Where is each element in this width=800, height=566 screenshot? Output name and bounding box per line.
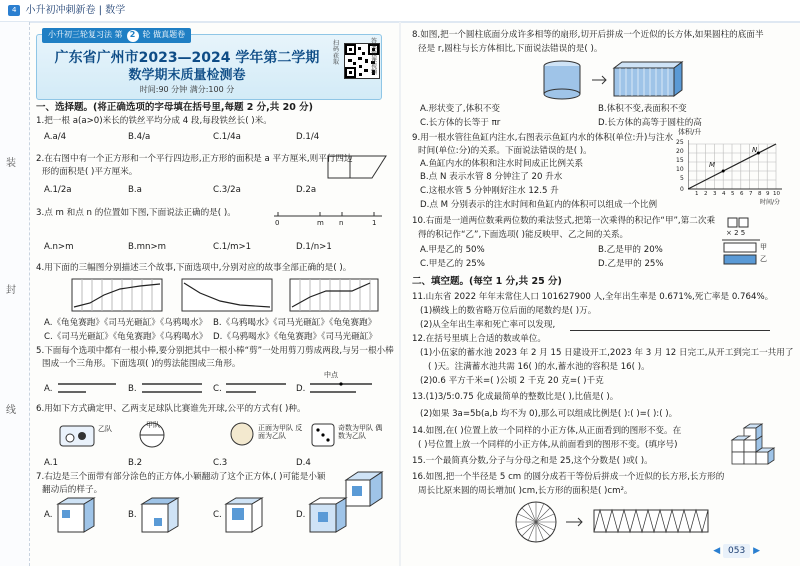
circle-to-rectangle-figure <box>514 500 714 544</box>
team-a-label: 甲队 <box>146 421 160 429</box>
question-9-line1: 9.用一根水管往鱼缸内注水,右图表示鱼缸内水的体积(单位:升)与注水 <box>412 133 674 143</box>
q7-option-b: B. <box>128 510 137 520</box>
q5-option-b: B. <box>128 384 137 394</box>
axis-label-1: 1 <box>372 219 377 227</box>
question-4: 4.用下面的三幅图分别描述三个故事,下面选项中,分别对应的故事全部正确的是( )。 <box>36 263 352 273</box>
x-tick-10: 10 <box>773 191 780 197</box>
series-title: 小升初冲刺新卷 | 数学 <box>25 5 126 16</box>
exam-title-banner <box>36 34 382 100</box>
q9-option-a: A.鱼缸内水的体积和注水时间成正比例关系 <box>420 159 584 169</box>
graph-ylabel: 体积/升 <box>678 128 702 136</box>
q5-option-a: A. <box>44 384 53 394</box>
x-tick-7: 7 <box>749 191 753 197</box>
axis-label-n: n <box>339 219 344 227</box>
question-10-line2: 得的积记作“乙”,下面选项( )能反映甲、乙之间的关系。 <box>418 230 629 240</box>
q8-option-a: A.形状变了,体积不变 <box>420 104 500 114</box>
answer-line[interactable] <box>570 330 770 331</box>
q1-option-d: D.1/4 <box>296 132 320 142</box>
q6-option-c: C.3 <box>213 458 228 468</box>
q2-option-c: C.3/2a <box>213 185 241 195</box>
q6-option-d: D.4 <box>296 458 311 468</box>
dice-rule-label: 奇数为甲队 偶数为乙队 <box>338 424 383 441</box>
question-5-line1: 5.下面每个选项中都有一根小棒,要分别把其中一根小棒“剪”一处用剪刀剪成两段,与另一根小棒 <box>36 346 394 356</box>
q8-option-c: C.长方体的长等于 πr <box>420 118 501 128</box>
x-tick-9: 9 <box>766 191 770 197</box>
question-11-part2: (2)从全年出生率和死亡率可以发现, <box>420 320 556 330</box>
q3-option-a: A.n>m <box>44 242 74 252</box>
next-page-icon[interactable]: ▶ <box>753 546 760 556</box>
question-7-line1: 7.右边是三个面带有部分涂色的正方体,小颖翻动了这个正方体,( )可能是小颖 <box>36 472 326 482</box>
water-volume-graph <box>688 140 788 196</box>
exam-meta: 时间:90 分钟 满分:100 分 <box>139 85 235 94</box>
question-1: 1.把一根 a(a>0)米长的铁丝平均分成 4 段,每段铁丝长( )米。 <box>36 116 272 126</box>
q4-option-d: D.《乌鸦喝水》《龟兔赛跑》《司马光砸缸》 <box>213 332 378 342</box>
y-tick-20: 20 <box>676 148 684 155</box>
x-tick-2: 2 <box>704 191 708 197</box>
q3-option-c: C.1/m>1 <box>213 242 252 252</box>
question-7-line2: 翻动后的样子。 <box>42 485 103 495</box>
axis-label-0: 0 <box>275 219 280 227</box>
question-14-line1: 14.如图,在( )位置上放一个同样的小正方体,从正面看到的图形不变。在 <box>412 426 682 436</box>
q1-option-b: B.4/a <box>128 132 151 142</box>
question-12-part2: (2)0.6 平方千米=( )公顷 2 千克 20 克=( )千克 <box>420 376 604 386</box>
question-8-line2: 径是 r,圆柱与长方体相比,下面说法错误的是( )。 <box>418 44 603 54</box>
q8-option-b: B.体积不变,表面积不变 <box>598 104 687 114</box>
question-16-line1: 16.如图,把一个半径是 5 cm 的圆分成若干等份后拼成一个近似的长方形,长方形的 <box>412 472 725 482</box>
binding-word: 线 <box>6 405 16 416</box>
qr-side-right: 答案 微课视频 <box>371 38 378 77</box>
series-badge: 4 <box>8 5 20 16</box>
y-tick-15: 15 <box>676 157 684 164</box>
x-tick-4: 4 <box>722 191 726 197</box>
question-11-part1: (1)横线上的数省略万位后面的尾数约是( )万。 <box>420 306 597 316</box>
point-n-label: N <box>752 146 758 154</box>
q3-option-b: B.mn>m <box>128 242 167 252</box>
multiplication-layout-figure <box>722 216 762 272</box>
review-ribbon <box>42 28 191 43</box>
question-13-part2: (2)如果 3a=5b(a,b 均不为 0),那么可以组成比例是( ):( )=( ):( )。 <box>420 409 678 419</box>
fair-methods-figure <box>56 418 376 452</box>
q5-option-d: D. <box>296 384 306 394</box>
q4-option-b: B.《乌鸦喝水》《司马光砸缸》《龟兔赛跑》 <box>213 318 377 328</box>
number-line-figure <box>270 206 386 230</box>
x-tick-8: 8 <box>758 191 762 197</box>
binding-word: 装 <box>6 158 16 169</box>
q10-option-d: D.乙是甲的 25% <box>598 259 664 269</box>
page-number <box>713 544 760 558</box>
rotated-cube-options <box>56 496 386 536</box>
exam-subtitle: 数学期末质量检测卷 <box>128 68 246 83</box>
q6-option-b: B.2 <box>128 458 143 468</box>
q6-option-a: A.1 <box>44 458 58 468</box>
coin-rule-label: 正面为甲队 反面为乙队 <box>258 424 303 441</box>
team-b-label: 乙队 <box>98 425 112 433</box>
x-tick-3: 3 <box>713 191 717 197</box>
question-15: 15.一个最简真分数,分子与分母之和是 25,这个分数是( )或( )。 <box>412 456 653 466</box>
cube-stack-figure <box>724 422 784 468</box>
x-tick-5: 5 <box>731 191 735 197</box>
q4-option-a: A.《龟兔赛跑》《司马光砸缸》《乌鸦喝水》 <box>44 318 208 328</box>
q4-option-c: C.《司马光砸缸》《龟兔赛跑》《乌鸦喝水》 <box>44 332 208 342</box>
q2-option-a: A.1/2a <box>44 185 72 195</box>
question-16-line2: 周长比原来圆的周长增加( )cm,长方形的面积是( )cm²。 <box>418 486 633 496</box>
stick-options-figure <box>56 380 386 398</box>
page-number-label: 053 <box>723 544 750 558</box>
q7-option-a: A. <box>44 510 53 520</box>
page-fold <box>399 22 401 566</box>
ribbon-text-left: 小升初三轮复习法 第 <box>48 30 123 40</box>
question-6: 6.用如下方式确定甲、乙两支足球队比赛谁先开球,公平的方式有( )种。 <box>36 404 306 414</box>
question-2-line1: 2.在右图中有一个正方形和一个平行四边形,正方形的面积是 a 平方厘米,则平行四边 <box>36 154 353 164</box>
multiplier-label: × 2 5 <box>726 229 746 237</box>
question-12-part1-cont: ( )天。注满蓄水池共需 16( )的水,蓄水池的容积是 16( )。 <box>428 362 650 372</box>
question-2-line2: 形的面积是( )平方厘米。 <box>42 167 138 177</box>
square-parallelogram-figure <box>326 152 388 180</box>
q7-option-c: C. <box>213 510 222 520</box>
q10-option-c: C.甲是乙的 25% <box>420 259 485 269</box>
ribbon-text-right: 轮 做真题卷 <box>142 30 186 40</box>
q10-option-a: A.甲是乙的 50% <box>420 245 485 255</box>
product-b-label: 乙 <box>760 255 767 263</box>
cylinder-to-cuboid-figure <box>540 58 690 100</box>
y-tick-5: 5 <box>680 175 684 182</box>
series-header <box>8 4 125 18</box>
product-a-label: 甲 <box>760 243 767 251</box>
question-9-line2: 时间(单位:分)的关系。下面说法错误的是( )。 <box>418 146 592 156</box>
graph-xlabel: 时间/分 <box>760 199 781 206</box>
q1-option-c: C.1/4a <box>213 132 241 142</box>
q2-option-b: B.a <box>128 185 142 195</box>
q10-option-b: B.乙是甲的 20% <box>598 245 663 255</box>
q8-option-d: D.长方体的高等于圆柱的高 <box>598 118 702 128</box>
midpoint-label: 中点 <box>324 371 338 379</box>
question-8-line1: 8.如图,把一个圆柱底面分成许多相等的扇形,切开后拼成一个近似的长方体,如果圆柱的底面半 <box>412 30 764 40</box>
point-m-label: M <box>709 161 716 169</box>
binding-word: 封 <box>6 285 16 296</box>
ribbon-round-number: 2 <box>127 30 139 42</box>
exam-title: 广东省广州市2023—2024 学年第二学期 <box>54 50 320 66</box>
x-tick-6: 6 <box>740 191 744 197</box>
question-10-line1: 10.右面是一道两位数乘两位数的乘法竖式,把第一次乘得的积记作“甲”,第二次乘 <box>412 216 716 226</box>
q9-option-d: D.点 M 分别表示的注水时间和鱼缸内的体积可以组成一个比例 <box>420 200 658 210</box>
question-14-line2: ( )号位置上放一个同样的小正方体,从前面看到的图形不变。(填序号) <box>418 440 678 450</box>
y-tick-10: 10 <box>676 166 684 173</box>
question-13-part1: 13.(1)3/5:0.75 化成最简单的整数比是( ),比值是( )。 <box>412 392 619 402</box>
question-5-line2: 围成一个三角形。下面选项( )的剪法能围成三角形。 <box>42 359 241 369</box>
q3-option-d: D.1/n>1 <box>296 242 332 252</box>
binding-margin <box>0 22 30 566</box>
section-fill-heading: 二、填空题。(每空 1 分,共 25 分) <box>412 276 562 287</box>
question-3: 3.点 m 和点 n 的位置如下图,下面说法正确的是( )。 <box>36 208 236 218</box>
q9-option-b: B.点 N 表示水管 8 分钟注了 20 升水 <box>420 172 563 182</box>
x-ticks: 1 <box>695 191 702 197</box>
q7-option-d: D. <box>296 510 306 520</box>
q1-option-a: A.a/4 <box>44 132 67 142</box>
qr-side-left: 扫码获取 <box>333 40 340 66</box>
q5-option-c: C. <box>213 384 222 394</box>
q2-option-d: D.2a <box>296 185 317 195</box>
y-tick-0: 0 <box>680 186 684 193</box>
section-choice-heading: 一、选择题。(将正确选项的字母填在括号里,每题 2 分,共 20 分) <box>36 102 313 113</box>
axis-label-m: m <box>317 219 324 227</box>
y-tick-25: 25 <box>676 139 684 146</box>
q9-option-c: C.这根水管 5 分钟刚好注水 12.5 升 <box>420 186 559 196</box>
prev-page-icon[interactable]: ◀ <box>713 546 721 556</box>
question-12-part1: (1)小伍家的蓄水池 2023 年 2 月 15 日建设开工,2023 年 3 月 12 日完工,从开工到完工一共用了 <box>420 348 794 358</box>
question-11: 11.山东省 2022 年年末常住人口 101627900 人,全年出生率是 0.671%,死亡率是 0.764%。 <box>412 292 774 302</box>
three-story-graphs <box>70 277 380 315</box>
question-12: 12.在括号里填上合适的数或单位。 <box>412 334 546 344</box>
